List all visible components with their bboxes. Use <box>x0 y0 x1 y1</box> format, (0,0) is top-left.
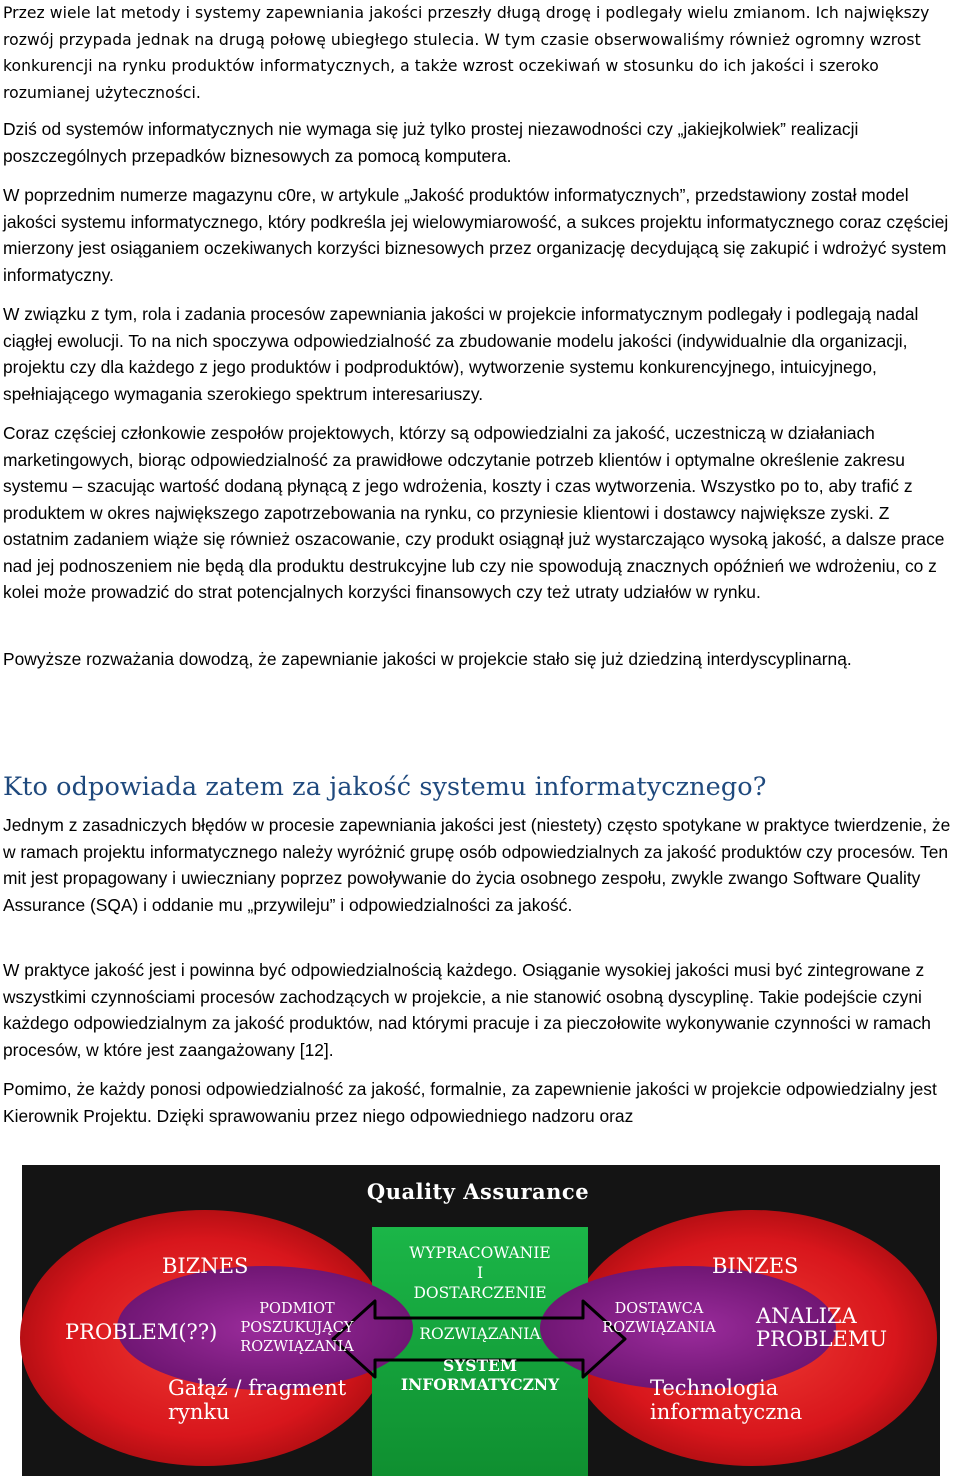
quality-assurance-diagram <box>0 1165 960 1476</box>
paragraph-4: W związku z tym, rola i zadania procesów zapewniania jakości w projekcie informatycznym podlegały i podlegają nadal ciągłej ewolucji. To na nich spoczywa odpowiedzialność za zbudowanie modelu jakości (indywidualnie dla organizacji, projektu czy dla każdego z jego produktów i podproduktów), wytworzenie systemu konkurencyjnego, intuicyjnego, spełniającego wymagania szerokiego spektrum interesariuszy. <box>3 304 919 404</box>
center-system-line1: SYSTEM <box>443 1356 517 1375</box>
paragraph-intro: Przez wiele lat metody i systemy zapewniania jakości przeszły długą drogę i podlegały wielu zmianom. Ich największy rozwój przypada jednak na drugą połowę ubiegłego stulecia. W tym czasie obserwowaliśmy również ogromny wzrost konkurencji na rynku produktów informatycznych, a także wzrost oczekiwań w stosunku do ich jakości i szeroko rozumianej użyteczności. <box>3 4 930 102</box>
right-analysis-line2: PROBLEMU <box>756 1327 888 1351</box>
paragraph-2: Dziś od systemów informatycznych nie wymaga się już tylko prostej niezawodności czy „jakiejkolwiek” realizacji poszczególnych przepadków biznesowych za pomocą komputera. <box>3 119 859 166</box>
right-bottom-line1: Technologia <box>650 1376 779 1400</box>
left-inner-line2: POSZUKUJĄCY <box>240 1320 354 1336</box>
diagram-title: Quality Assurance <box>366 1179 590 1204</box>
left-inner-line1: PODMIOT <box>259 1301 335 1317</box>
paragraph-9: Pomimo, że każdy ponosi odpowiedzialność za jakość, formalnie, za zapewnienie jakości w projekcie odpowiedzialny jest Kierownik Projektu. Dzięki sprawowaniu przez niego odpowiedniego nadzoru oraz <box>3 1079 937 1126</box>
left-title: BIZNES <box>162 1254 249 1278</box>
left-bottom-line2: rynku <box>168 1400 230 1424</box>
right-inner-line1: DOSTAWCA <box>614 1301 704 1317</box>
right-inner-line2: ROZWIĄZANIA <box>602 1320 716 1336</box>
paragraph-5: Coraz częściej członkowie zespołów projektowych, którzy są odpowiedzialni za jakość, uczestniczą w działaniach marketingowych, biorąc odpowiedzialność za prawidłowe odczytanie potrzeb klientów i optymalne określenie zakresu systemu – szacując wartość dodaną płynącą z jego wdrożenia, koszty i czas wytworzenia. Wszystko po to, aby trafić z produktem w okres największego zapotrzebowania na rynku, co przyniesie klientowi i dostawcy największe zyski. Z ostatnim zadaniem wiąże się również oszacowanie, czy produkt osiągnął już wystarczająco wysoką jakość, a dalsze prace nad jej podnoszeniem nie będą dla produktu destrukcyjne lub czy nie spowodują znacznych opóźnień we wdrożeniu, co z kolei może prowadzić do strat potencjalnych korzyści finansowych czy też utraty udziałów w rynku. <box>3 423 945 602</box>
left-bottom-line1: Gałąź / fragment <box>168 1376 347 1400</box>
paragraph-7: Jednym z zasadniczych błędów w procesie zapewniania jakości jest (niestety) często spotykane w praktyce twierdzenie, że w ramach projektu informatycznego należy wyróżnić grupę osób odpowiedzialnych za jakość produktów czy procesów. Ten mit jest propagowany i uwieczniany poprzez powoływanie do życia osobnego zespołu, zwykle zwango Software Quality Assurance (SQA) i oddanie mu „przywileju” i odpowiedzialności za jakość. <box>3 815 951 915</box>
left-problem-label: PROBLEM(??) <box>65 1320 218 1344</box>
paragraph-8: W praktyce jakość jest i powinna być odpowiedzialnością każdego. Osiąganie wysokiej jakości musi być zintegrowane z wszystkimi czynnościami procesów zachodzących w projekcie, a nie stanowić osobną dyscyplinę. Takie podejście czyni każdego odpowiedzialnym za jakość produktów, nad którymi pracuje i za pieczołowite wykonywanie czynności w ramach procesów, w które jest zaangażowany [12]. <box>3 960 931 1060</box>
left-inner-line3: ROZWIĄZANIA <box>240 1339 354 1355</box>
center-line2: I <box>476 1264 484 1282</box>
center-line3: DOSTARCZENIE <box>413 1284 547 1302</box>
paragraph-3: W poprzednim numerze magazynu c0re, w artykule „Jakość produktów informatycznych”, przedstawiony został model jakości systemu informatycznego, który podkreśla jej wielowymiarowość, a sukces projektu informatycznego coraz częściej mierzony jest osiąganiem oczekiwanych korzyści biznesowych przez organizację decydującą się zakupić i wdrożyć system informatyczny. <box>3 185 949 285</box>
center-line1: WYPRACOWANIE <box>409 1244 551 1262</box>
center-line4: ROZWIĄZANIA <box>419 1325 541 1343</box>
section-heading: Kto odpowiada zatem za jakość systemu informatycznego? <box>3 772 767 802</box>
right-title: BINZES <box>712 1254 799 1278</box>
paragraph-6: Powyższe rozważania dowodzą, że zapewnianie jakości w projekcie stało się już dziedziną interdyscyplinarną. <box>3 649 852 669</box>
center-system-line2: INFORMATYCZNY <box>400 1375 560 1394</box>
right-analysis-line1: ANALIZA <box>756 1304 857 1328</box>
right-bottom-line2: informatyczna <box>650 1400 803 1424</box>
